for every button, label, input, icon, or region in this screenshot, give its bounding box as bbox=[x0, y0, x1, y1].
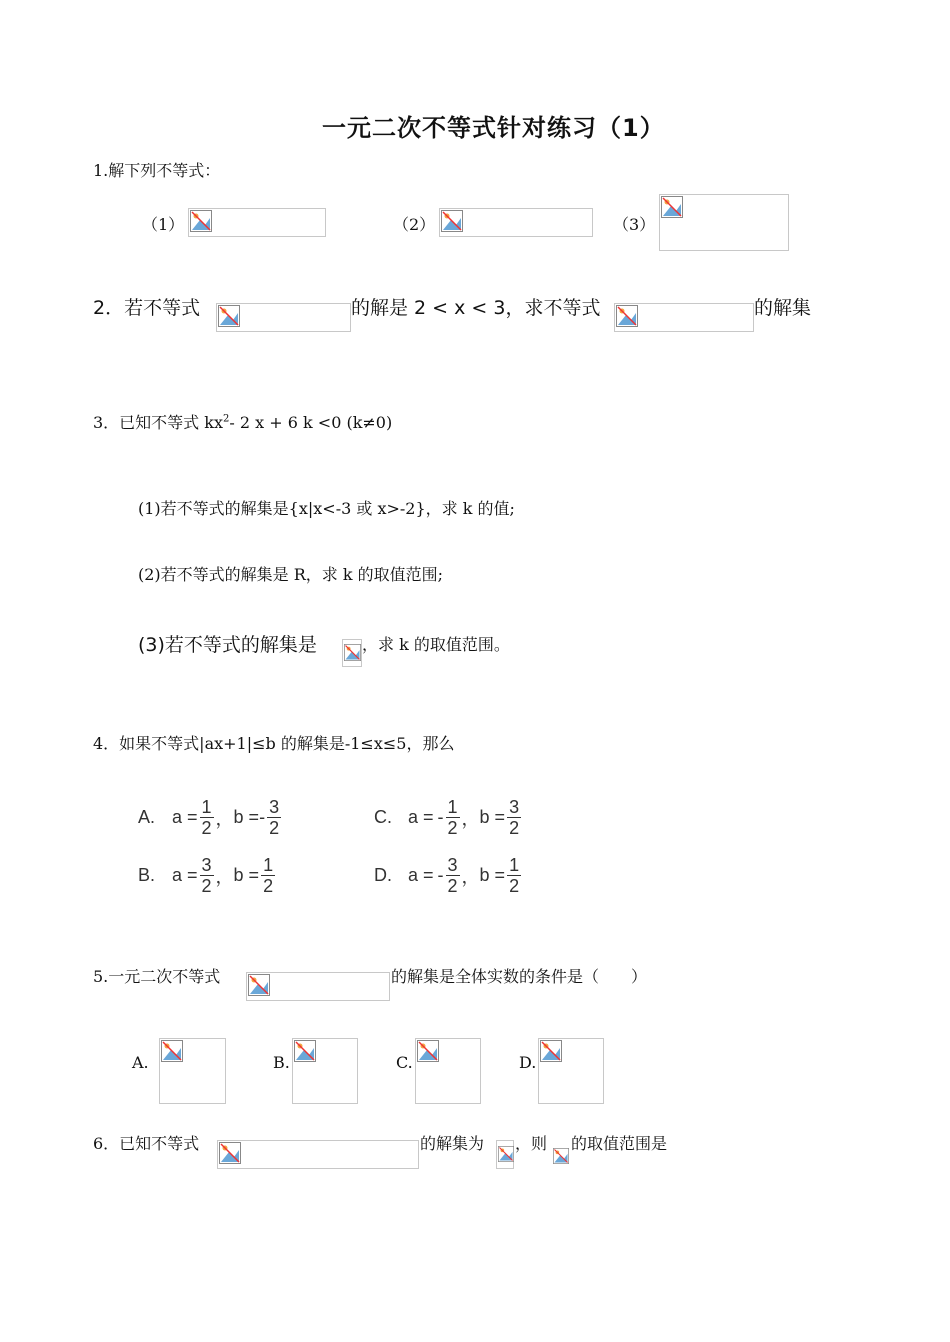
numerator: 3 bbox=[201, 855, 212, 875]
q6-inequality-image bbox=[217, 1140, 419, 1169]
q3-sub-3-part-1: (3)若不等式的解集是 bbox=[138, 634, 317, 656]
option-label: C. bbox=[374, 807, 392, 827]
comma: ， bbox=[461, 808, 480, 829]
q1-part-3-image bbox=[659, 194, 789, 251]
a-equals: a = bbox=[408, 865, 434, 885]
numerator: 1 bbox=[263, 855, 274, 875]
option-label: A. bbox=[138, 807, 156, 827]
option-label: B. bbox=[138, 865, 156, 885]
denominator: 2 bbox=[447, 876, 458, 896]
q3-suffix: - 2 x + 6 k <0 (k≠0) bbox=[229, 413, 393, 432]
q1-part-2-label: （2） bbox=[393, 215, 436, 234]
question-6-part-1: 6．已知不等式 bbox=[93, 1134, 200, 1153]
q5-inequality-image bbox=[246, 972, 390, 1001]
a-equals: a = bbox=[172, 807, 198, 827]
broken-image-icon bbox=[344, 644, 361, 661]
question-6-part-2: 的解集为 bbox=[420, 1134, 485, 1153]
denominator: 2 bbox=[201, 876, 212, 896]
question-4-text: 4．如果不等式|ax+1|≤b 的解集是-1≤x≤5，那么 bbox=[93, 734, 455, 753]
q4-option-d bbox=[374, 855, 523, 896]
question-2-part-2: 的解是 2 < x < 3，求不等式 bbox=[351, 297, 601, 319]
q3-prefix: 3．已知不等式 kx bbox=[93, 413, 223, 432]
a-fraction bbox=[200, 797, 214, 838]
comma: ， bbox=[215, 866, 234, 887]
q3-sub-3-image bbox=[342, 639, 362, 667]
q4-option-c bbox=[374, 797, 523, 838]
question-5-part-2: 的解集是全体实数的条件是（ ） bbox=[391, 967, 648, 986]
q4-option-b bbox=[138, 855, 277, 896]
broken-image-icon bbox=[441, 210, 463, 232]
q1-part-1-label: （1） bbox=[142, 215, 185, 234]
a-fraction bbox=[446, 797, 460, 838]
q5-option-d-label: D. bbox=[519, 1053, 537, 1072]
denominator: 2 bbox=[263, 876, 274, 896]
q5-option-a-label: A. bbox=[132, 1053, 149, 1072]
q5-option-b-label: B. bbox=[273, 1053, 290, 1072]
broken-image-icon bbox=[218, 305, 240, 327]
numerator: 1 bbox=[201, 797, 212, 817]
denominator: 2 bbox=[447, 818, 458, 838]
broken-image-icon bbox=[294, 1040, 316, 1062]
q2-inequality-image-1 bbox=[216, 303, 351, 332]
numerator: 1 bbox=[509, 855, 520, 875]
denominator: 2 bbox=[201, 818, 212, 838]
numerator: 3 bbox=[269, 797, 280, 817]
b-equals: b = bbox=[233, 865, 260, 885]
q1-part-1-image bbox=[188, 208, 326, 237]
broken-image-icon bbox=[540, 1040, 562, 1062]
b-equals: b = bbox=[479, 865, 506, 885]
numerator: 3 bbox=[447, 855, 458, 875]
numerator: 1 bbox=[447, 797, 458, 817]
broken-image-icon bbox=[248, 974, 270, 996]
a-sign: - bbox=[437, 807, 444, 827]
option-label: D. bbox=[374, 865, 392, 885]
q5-option-a-image bbox=[159, 1038, 226, 1104]
q6-parameter-image bbox=[553, 1146, 570, 1166]
denominator: 2 bbox=[509, 876, 520, 896]
q3-sub-1: (1)若不等式的解集是{x|x<-3 或 x>-2}，求 k 的值; bbox=[138, 499, 515, 518]
question-2-part-1: 2．若不等式 bbox=[93, 297, 201, 319]
question-5-part-1: 5.一元二次不等式 bbox=[93, 967, 221, 986]
q5-option-c-image bbox=[415, 1038, 481, 1104]
broken-image-icon bbox=[616, 305, 638, 327]
q5-option-b-image bbox=[292, 1038, 358, 1104]
comma: ， bbox=[215, 808, 234, 829]
page-title: 一元二次不等式针对练习（1） bbox=[322, 114, 665, 142]
question-2-part-3: 的解集 bbox=[754, 297, 812, 319]
broken-image-icon bbox=[190, 210, 212, 232]
a-equals: a = bbox=[408, 807, 434, 827]
question-3-text bbox=[93, 410, 392, 433]
numerator: 3 bbox=[509, 797, 520, 817]
q1-part-2-image bbox=[439, 208, 593, 237]
broken-image-icon bbox=[498, 1146, 514, 1162]
denominator: 2 bbox=[269, 818, 280, 838]
broken-image-icon bbox=[161, 1040, 183, 1062]
comma: ， bbox=[461, 866, 480, 887]
b-sign: - bbox=[259, 807, 266, 827]
question-6-part-4: 的取值范围是 bbox=[571, 1134, 668, 1153]
a-fraction bbox=[200, 855, 214, 896]
q1-part-3-label: （3） bbox=[613, 215, 656, 234]
q3-sub-3-part-2: ，求 k 的取值范围。 bbox=[362, 635, 510, 654]
a-fraction bbox=[446, 855, 460, 896]
b-fraction bbox=[507, 855, 521, 896]
denominator: 2 bbox=[509, 818, 520, 838]
q5-option-d-image bbox=[538, 1038, 604, 1104]
b-fraction bbox=[507, 797, 521, 838]
question-6-part-3: ，则 bbox=[515, 1134, 548, 1153]
broken-image-icon bbox=[553, 1148, 569, 1164]
broken-image-icon bbox=[661, 196, 683, 218]
b-fraction bbox=[261, 855, 275, 896]
q5-option-c-label: C. bbox=[396, 1053, 413, 1072]
q4-option-a bbox=[138, 797, 283, 838]
q3-sub-2: (2)若不等式的解集是 R，求 k 的取值范围; bbox=[138, 565, 444, 584]
a-sign: - bbox=[437, 865, 444, 885]
b-equals: b = bbox=[479, 807, 506, 827]
b-fraction bbox=[267, 797, 281, 838]
q2-inequality-image-2 bbox=[614, 303, 754, 332]
question-1-text: 1.解下列不等式： bbox=[93, 161, 221, 180]
q3-exponent: 2 bbox=[223, 413, 230, 425]
a-equals: a = bbox=[172, 865, 198, 885]
b-equals: b = bbox=[233, 807, 260, 827]
broken-image-icon bbox=[219, 1142, 241, 1164]
q6-solution-set-image bbox=[496, 1140, 514, 1169]
broken-image-icon bbox=[417, 1040, 439, 1062]
